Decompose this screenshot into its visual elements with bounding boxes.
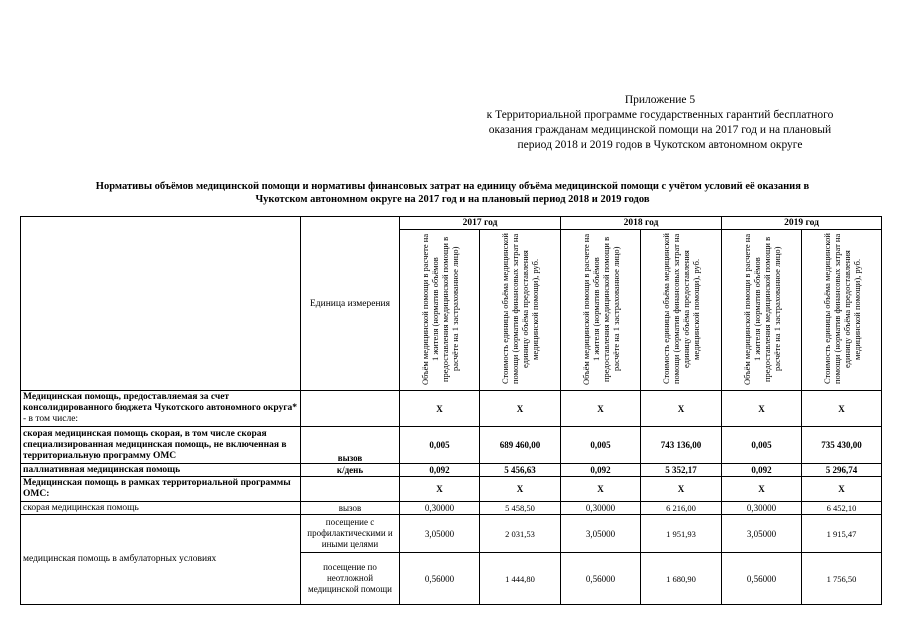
table-row (21, 502, 882, 515)
cell-value: X (641, 391, 722, 427)
row-unit (301, 391, 400, 427)
cell-value: X (480, 391, 561, 427)
cell-value: X (480, 477, 561, 502)
appendix-header (440, 93, 880, 153)
header-row-years (21, 217, 882, 230)
row-label: Медицинская помощь, предоставляемая за счет консолидированного бюджета Чукотского автономного округа* - в том числе: (21, 391, 301, 427)
cell-value: 0,56000 (400, 553, 480, 605)
cell-value: X (802, 477, 882, 502)
row-label: скорая медицинская помощь (21, 502, 301, 515)
cell-value: 5 456,63 (480, 464, 561, 477)
cell-value: 3,05000 (561, 515, 641, 553)
cell-value: X (802, 391, 882, 427)
row-label: Медицинская помощь в рамках территориальной программы ОМС: (21, 477, 301, 502)
appendix-line: оказания гражданам медицинской помощи на 2017 год и на плановый (488, 124, 832, 136)
cell-value: 0,005 (722, 427, 802, 464)
cell-value: 0,30000 (400, 502, 480, 515)
header-cost-2018: Стоимость единицы объёма медицинской помощи (норматив финансовых затрат на единицу объёма предоставления медицинской помощи), руб. (641, 230, 722, 391)
title-line: Чукотском автономном округе на 2017 год и на плановый период 2018 и 2019 годов (255, 194, 650, 205)
cell-value: 0,005 (400, 427, 480, 464)
cell-value: X (722, 477, 802, 502)
row-label: скорая медицинская помощь скорая, в том числе скорая специализированная медицинская помощь, не включенная в территориальную программу ОМС (21, 427, 301, 464)
table-row (21, 427, 882, 464)
cell-value: 1 756,50 (802, 553, 882, 605)
table-row (21, 477, 882, 502)
row-label: паллиативная медицинская помощь (21, 464, 301, 477)
cell-value: X (561, 391, 641, 427)
table-row (21, 464, 882, 477)
appendix-line: к Территориальной программе государственных гарантий бесплатного (486, 109, 834, 121)
cell-value: 5 458,50 (480, 502, 561, 515)
row-unit: вызов (301, 427, 400, 464)
cell-value: 743 136,00 (641, 427, 722, 464)
cell-value: X (641, 477, 722, 502)
cell-value: 2 031,53 (480, 515, 561, 553)
header-volume-2019: Объём медицинской помощи в расчете на 1 жителя (норматив объёмов предоставления медицинской помощи в расчёте на 1 застрахованное лицо) (722, 230, 802, 391)
cell-value: X (722, 391, 802, 427)
cell-value: 6 452,10 (802, 502, 882, 515)
row-label: медицинская помощь в амбулаторных условиях (21, 515, 301, 605)
header-year-2019: 2019 год (722, 217, 882, 230)
table-row (21, 391, 882, 427)
header-cost-2019: Стоимость единицы объёма медицинской помощи (норматив финансовых затрат на единицу объёма предоставления медицинской помощи), руб. (802, 230, 882, 391)
cell-value: 6 216,00 (641, 502, 722, 515)
header-volume-2017: Объём медицинской помощи в расчете на 1 жителя (норматив объёмов предоставления медицинской помощи в расчёте на 1 застрахованное лицо) (400, 230, 480, 391)
cell-value: 0,092 (722, 464, 802, 477)
cell-value: 5 296,74 (802, 464, 882, 477)
cell-value: 0,56000 (722, 553, 802, 605)
cell-value: 1 951,93 (641, 515, 722, 553)
document-title (10, 180, 895, 206)
row-unit (301, 477, 400, 502)
cell-value: 3,05000 (722, 515, 802, 553)
cell-value: 689 460,00 (480, 427, 561, 464)
cell-value: 0,30000 (561, 502, 641, 515)
cell-value: 735 430,00 (802, 427, 882, 464)
title-line: Нормативы объёмов медицинской помощи и нормативы финансовых затрат на единицу объёма медицинской помощи с учётом условий её оказания в (95, 181, 810, 192)
header-volume-2018: Объём медицинской помощи в расчете на 1 жителя (норматив объёмов предоставления медицинской помощи в расчёте на 1 застрахованное лицо) (561, 230, 641, 391)
cell-value: 1 680,90 (641, 553, 722, 605)
header-cost-2017: Стоимость единицы объёма медицинской помощи (норматив финансовых затрат на единицу объёма предоставления медицинской помощи), руб. (480, 230, 561, 391)
cell-value: 0,30000 (722, 502, 802, 515)
row-unit: посещение с профилактическими и иными целями (301, 515, 400, 553)
cell-value: X (400, 391, 480, 427)
row-unit: к/день (301, 464, 400, 477)
appendix-line: период 2018 и 2019 годов в Чукотском автономном округе (517, 139, 803, 151)
cell-value: 0,005 (561, 427, 641, 464)
cell-value: X (400, 477, 480, 502)
table-row (21, 515, 882, 553)
cell-value: 0,092 (400, 464, 480, 477)
cell-value: 0,56000 (561, 553, 641, 605)
header-year-2017: 2017 год (400, 217, 561, 230)
header-year-2018: 2018 год (561, 217, 722, 230)
header-unit: Единица измерения (301, 217, 400, 391)
appendix-number: Приложение 5 (624, 94, 696, 106)
cell-value: 1 444,80 (480, 553, 561, 605)
cell-value: 0,092 (561, 464, 641, 477)
cell-value: 3,05000 (400, 515, 480, 553)
cell-value: X (561, 477, 641, 502)
cell-value: 5 352,17 (641, 464, 722, 477)
norms-table (20, 216, 882, 605)
header-blank (21, 217, 301, 391)
row-unit: вызов (301, 502, 400, 515)
cell-value: 1 915,47 (802, 515, 882, 553)
row-unit: посещение по неотложной медицинской помощи (301, 553, 400, 605)
